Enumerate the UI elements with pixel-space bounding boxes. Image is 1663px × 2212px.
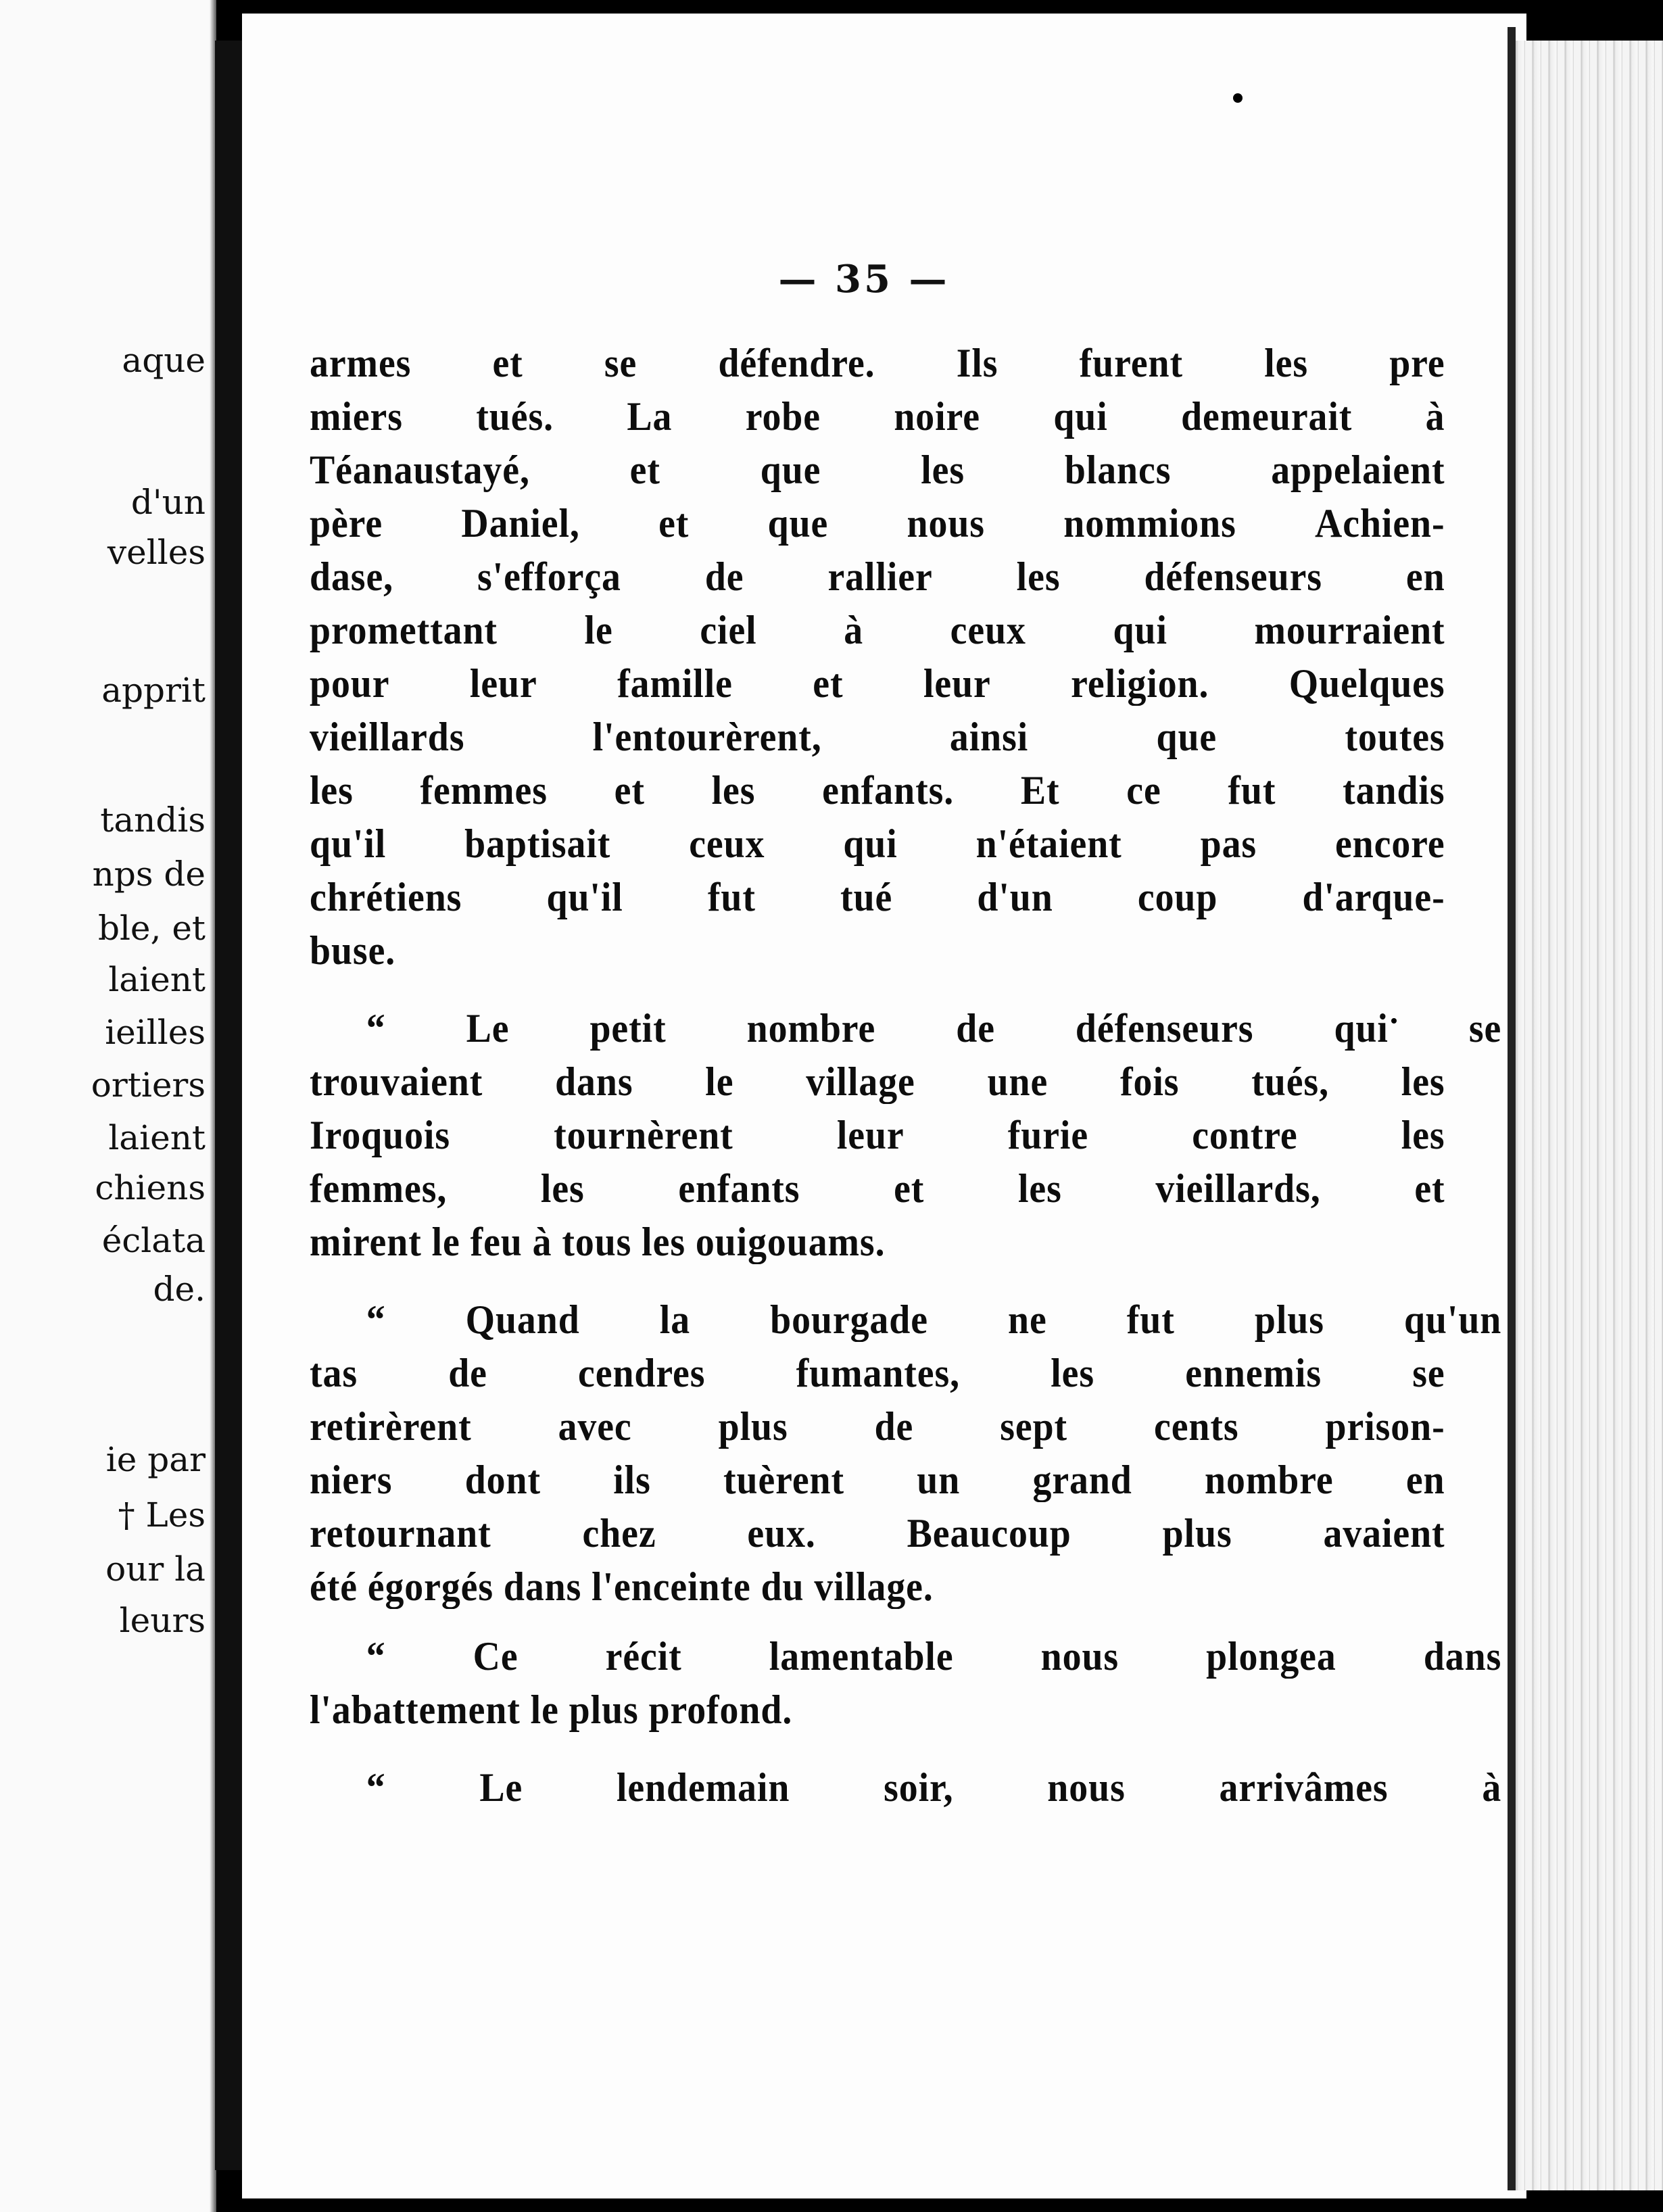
left-line: tandis [100,800,206,840]
left-line: ie par [105,1440,206,1479]
page-body-text [310,337,1502,1814]
left-line: éclata [101,1221,206,1260]
text-line: vieillards l'entourèrent, ainsi que toutes [310,715,1445,759]
ink-speck [1391,1018,1397,1024]
text-line: mirent le feu à tous les ouigouams. [310,1220,886,1264]
left-line: leurs [119,1601,206,1640]
text-line: femmes, les enfants et les vieillards, et [310,1166,1445,1211]
text-line: été égorgés dans l'enceinte du village. [310,1564,934,1609]
text-line: chrétiens qu'il fut tué d'un coup d'arque- [310,875,1445,919]
left-line: † Les [118,1495,206,1535]
text-line: promettant le ciel à ceux qui mourraient [310,608,1445,652]
book-gutter [215,41,242,2170]
text-line: “ Ce récit lamentable nous plongea dans [366,1634,1502,1679]
left-line: our la [105,1549,206,1589]
left-line: ble, et [97,909,206,948]
left-line: aque [122,341,206,380]
left-line: apprit [101,671,206,710]
text-line: Téanaustayé, et que les blancs appelaient [310,448,1445,492]
text-line: père Daniel, et que nous nommions Achien- [310,501,1445,546]
book-page [242,14,1526,2198]
text-line: armes et se défendre. Ils furent les pre [310,341,1445,385]
left-line: chiens [95,1168,206,1207]
left-line: ieilles [105,1013,206,1052]
text-line: retirèrent avec plus de sept cents prison- [310,1404,1445,1449]
text-line: les femmes et les enfants. Et ce fut tandis [310,768,1445,813]
previous-page-fragment [0,0,215,2212]
text-line: buse. [310,928,396,973]
left-line: ortiers [91,1065,206,1105]
left-line: d'un [130,483,206,522]
left-line: laient [108,960,206,999]
ink-speck [1233,93,1243,103]
text-line: qu'il baptisait ceux qui n'étaient pas encore [310,821,1445,866]
page-block-edge [1509,41,1663,2190]
text-line: retournant chez eux. Beaucoup plus avaient [310,1511,1445,1556]
page-number: — 35 — [778,257,950,302]
left-line: laient [108,1118,206,1157]
left-line: nps de [92,855,206,894]
text-line: trouvaient dans le village une fois tués, les [310,1059,1445,1104]
left-line: de. [153,1270,206,1309]
text-line: “ Quand la bourgade ne fut plus qu'un [366,1297,1502,1342]
text-line: l'abattement le plus profond. [310,1687,793,1732]
text-line: pour leur famille et leur religion. Quelques [310,661,1445,706]
text-line: Iroquois tournèrent leur furie contre les [310,1113,1445,1157]
left-line: velles [107,533,206,572]
page-edge-shadow [1508,27,1516,2190]
text-line: dase, s'efforça de rallier les défenseurs en [310,554,1445,599]
text-line: miers tués. La robe noire qui demeurait à [310,394,1445,439]
text-line: niers dont ils tuèrent un grand nombre en [310,1458,1445,1502]
text-line: “ Le petit nombre de défenseurs qui se [366,1006,1502,1051]
text-line: “ Le lendemain soir, nous arrivâmes à [366,1765,1502,1810]
text-line: tas de cendres fumantes, les ennemis se [310,1351,1445,1395]
